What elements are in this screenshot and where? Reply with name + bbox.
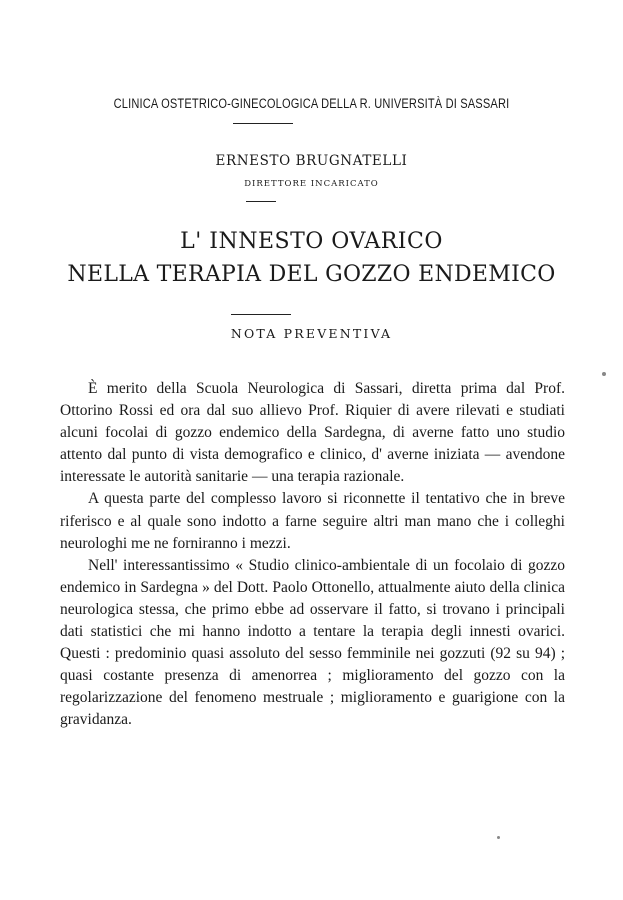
body-text [60, 378, 565, 732]
divider-1 [233, 123, 293, 124]
title-line-1: L' INNESTO OVARICO [180, 229, 443, 254]
subtitle: NOTA PREVENTIVA [230, 326, 393, 341]
institution-heading: CLINICA OSTETRICO-GINECOLOGICA DELLA R. UNIVERSITÀ DI SASSARI [113, 96, 510, 111]
divider-2 [246, 201, 276, 202]
paragraph-3: Nell' interessantissimo « Studio clinico-ambientale di un focolaio di gozzo endemico in Sardegna » del Dott. Paolo Ottonello, attualmente aiuto della clinica neurologica stessa, che primo ebbe ad osservare il fatto, si trovano i principali dati statistici che mi hanno indotto a tentare la terapia degli innesti ovarici. Questi : predominio quasi assoluto del sesso femminile nei gozzuti (92 su 94) ; quasi costante presenza di amenorrea ; miglioramento del gozzo con la regolarizzazione del fenomeno mestruale ; miglioramento e guarigione con la gravidanza. [60, 556, 565, 729]
scan-speck-2 [497, 836, 500, 839]
scan-speck-1 [602, 372, 606, 376]
divider-3 [231, 314, 291, 315]
paragraph-1: È merito della Scuola Neurologica di Sassari, diretta prima dal Prof. Ottorino Rossi ed ora dal suo allievo Prof. Riquier di avere rilevati e studiati alcuni focolai di gozzo endemico della Sardegna, di averne fatto uno studio attento dal punto di vista demografico e clinico, d' averne iniziata — avendone interessate le autorità sanitarie — una terapia razionale. [60, 380, 565, 486]
author-role: DIRETTORE INCARICATO [244, 179, 379, 189]
author-name: ERNESTO BRUGNATELLI [215, 153, 408, 169]
paragraph-2: A questa parte del complesso lavoro si riconnette il tentativo che in breve riferisco e al quale sono indotto a farne seguire altri man mano che i colleghi neurologhi me ne forniranno i mezzi. [60, 490, 565, 552]
title-line-2: NELLA TERAPIA DEL GOZZO ENDEMICO [67, 262, 556, 287]
